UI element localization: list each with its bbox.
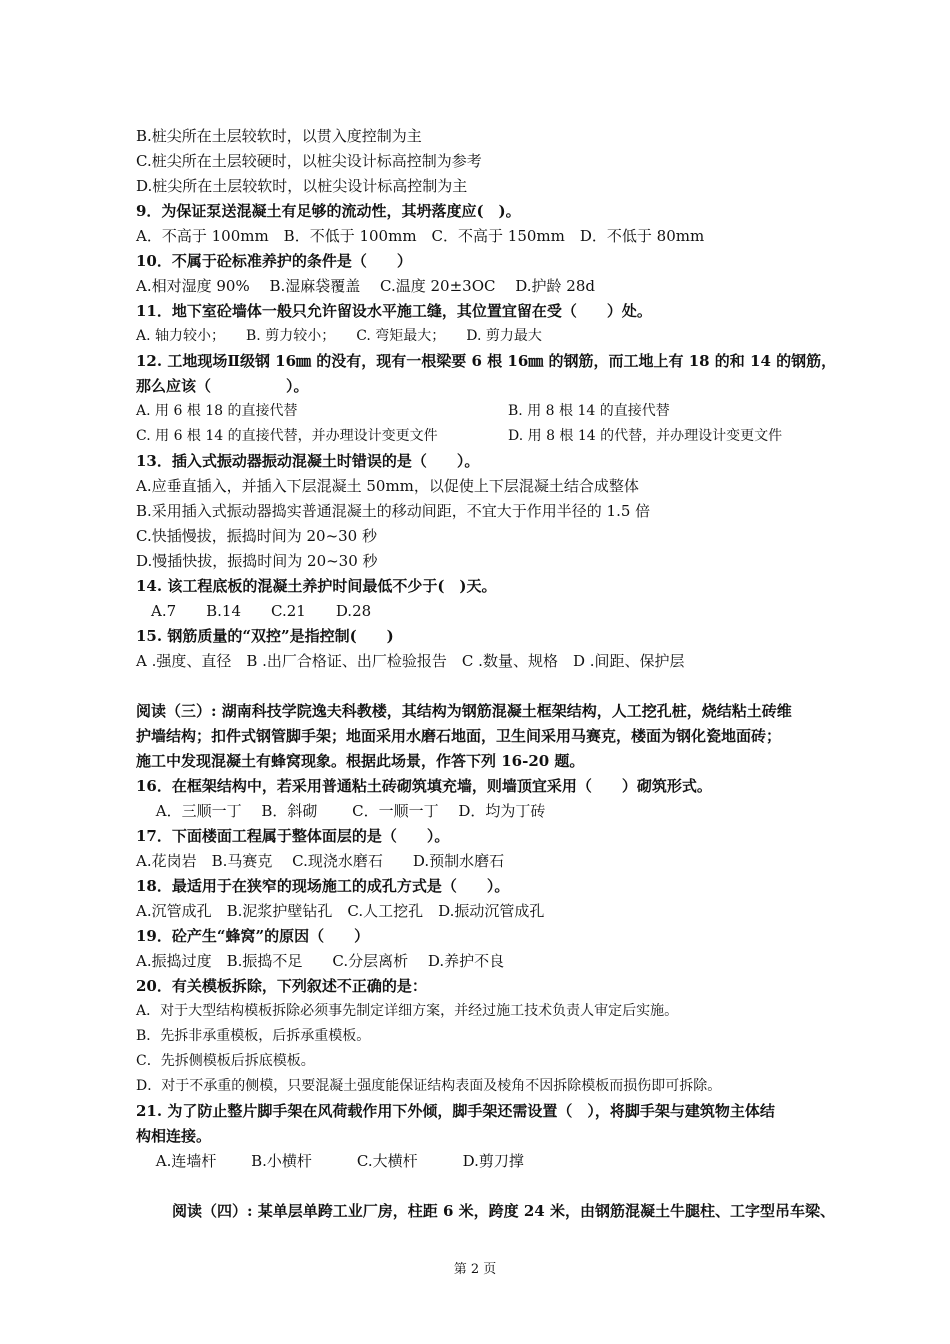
option-line: D. 用 8 根 14 的代替，并办理设计变更文件 bbox=[508, 428, 783, 444]
option-line: A.7 B.14 C.21 D.28 bbox=[136, 602, 372, 620]
option-line: C. 用 6 根 14 的直接代替，并办理设计变更文件 bbox=[136, 428, 438, 444]
question-9: 9．为保证泵送混凝土有足够的流动性，其坍落度应( )。 bbox=[136, 202, 521, 220]
option-line: C.桩尖所在土层较硬时，以桩尖设计标高控制为参考 bbox=[136, 152, 482, 170]
question-11: 11．地下室砼墙体一般只允许留设水平施工缝，其位置宜留在受（ ）处。 bbox=[136, 302, 652, 320]
question-18: 18．最适用于在狭窄的现场施工的成孔方式是（ ）。 bbox=[136, 877, 510, 895]
option-line: A. 轴力较小； B. 剪力较小； C. 弯矩最大； D. 剪力最大 bbox=[136, 328, 542, 344]
question-20: 20．有关模板拆除，下列叙述不正确的是： bbox=[136, 977, 427, 995]
question-10: 10．不属于砼标准养护的条件是（ ） bbox=[136, 252, 412, 270]
option-line: B.桩尖所在土层较软时，以贯入度控制为主 bbox=[136, 127, 422, 145]
question-12-cont: 那么应该（ ）。 bbox=[136, 377, 309, 395]
question-17: 17．下面楼面工程属于整体面层的是（ ）。 bbox=[136, 827, 450, 845]
question-16: 16．在框架结构中，若采用普通粘土砖砌筑填充墙，则墙顶宜采用（ ）砌筑形式。 bbox=[136, 777, 712, 795]
option-line: B. 用 8 根 14 的直接代替 bbox=[508, 403, 670, 419]
option-line: B.采用插入式振动器捣实普通混凝土的移动间距，不宜大于作用半径的 1.5 倍 bbox=[136, 502, 651, 520]
question-13: 13．插入式振动器振动混凝土时错误的是（ ）。 bbox=[136, 452, 480, 470]
option-line: C.快插慢拔，振捣时间为 20~30 秒 bbox=[136, 527, 377, 545]
option-line: A．对于大型结构模板拆除必须事先制定详细方案，并经过施工技术负责人审定后实施。 bbox=[136, 1003, 679, 1019]
page-number: 第 2 页 bbox=[453, 1262, 497, 1277]
option-line: A. 用 6 根 18 的直接代替 bbox=[136, 403, 298, 419]
option-line: A.沉管成孔 B.泥浆护壁钻孔 C.人工挖孔 D.振动沉管成孔 bbox=[136, 902, 545, 920]
option-line: A．三顺一丁 B．斜砌 C．一顺一丁 D．均为丁砖 bbox=[136, 802, 546, 820]
question-19: 19．砼产生“蜂窝”的原因（ ） bbox=[136, 927, 370, 945]
option-line: A.连墙杆 B.小横杆 C.大横杆 D.剪刀撑 bbox=[136, 1152, 524, 1170]
option-line: A.振捣过度 B.振捣不足 C.分层离析 D.养护不良 bbox=[136, 952, 505, 970]
option-line: D.桩尖所在土层较软时，以桩尖设计标高控制为主 bbox=[136, 177, 468, 195]
reading-3-paragraph: 阅读（三）: 湖南科技学院逸夫科教楼，其结构为钢筋混凝土框架结构，人工挖孔桩，烧结粘土砖维 bbox=[136, 702, 792, 720]
option-line: A.应垂直插入，并插入下层混凝土 50mm，以促使上下层混凝土结合成整体 bbox=[136, 477, 639, 495]
question-14: 14. 该工程底板的混凝土养护时间最低不少于( )天。 bbox=[136, 577, 497, 595]
option-line: A .强度、直径 B .出厂合格证、出厂检验报告 C .数量、规格 D .间距、保护层 bbox=[136, 652, 685, 670]
option-line: D．对于不承重的侧模，只要混凝土强度能保证结构表面及棱角不因拆除模板而损伤即可拆除。 bbox=[136, 1078, 722, 1094]
option-line: A.花岗岩 B.马赛克 C.现浇水磨石 D.预制水磨石 bbox=[136, 852, 505, 870]
question-21: 21. 为了防止整片脚手架在风荷载作用下外倾，脚手架还需设置（ ），将脚手架与建筑物主体结 bbox=[136, 1102, 775, 1120]
reading-3-paragraph: 护墙结构；扣件式钢管脚手架；地面采用水磨石地面，卫生间采用马赛克，楼面为钢化瓷地面砖； bbox=[136, 727, 782, 745]
question-15: 15. 钢筋质量的“双控”是指控制( ) bbox=[136, 627, 394, 645]
option-line: A．不高于 100mm B．不低于 100mm C．不高于 150mm D．不低于 80mm bbox=[136, 227, 705, 245]
question-21-cont: 构相连接。 bbox=[136, 1127, 212, 1145]
reading-4-paragraph: 阅读（四）: 某单层单跨工业厂房，柱距 6 米，跨度 24 米，由钢筋混凝土牛腿柱、工字型吊车梁、 bbox=[172, 1202, 835, 1220]
reading-3-paragraph: 施工中发现混凝土有蜂窝现象。根据此场景，作答下列 16-20 题。 bbox=[136, 752, 585, 770]
option-line: C．先拆侧模板后拆底模板。 bbox=[136, 1053, 315, 1069]
option-line: B．先拆非承重模板，后拆承重模板。 bbox=[136, 1028, 371, 1044]
option-line: A.相对湿度 90% B.湿麻袋覆盖 C.温度 20±3OC D.护龄 28d bbox=[136, 277, 595, 295]
question-12: 12. 工地现场Ⅱ级钢 16㎜ 的没有，现有一根梁要 6 根 16㎜ 的钢筋，而工地上有 18 的和 14 的钢筋， bbox=[136, 352, 837, 370]
option-line: D.慢插快拔，振捣时间为 20~30 秒 bbox=[136, 552, 378, 570]
